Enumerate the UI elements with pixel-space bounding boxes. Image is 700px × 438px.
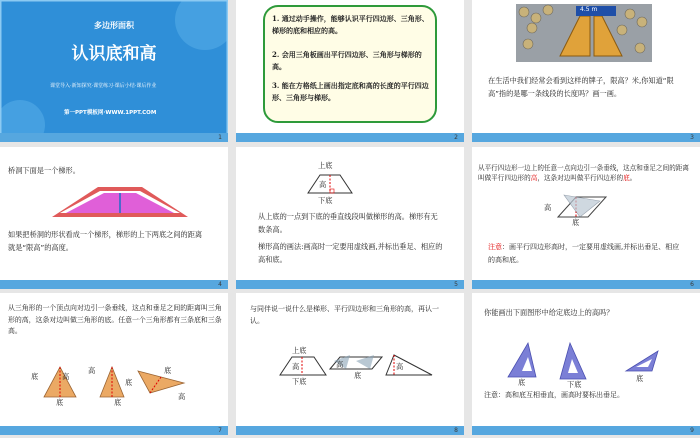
slide-number: 4	[218, 281, 222, 288]
para-label-height: 高	[336, 360, 344, 369]
def-part-e: 。	[629, 174, 637, 182]
tri2-label-base: 底	[125, 378, 133, 387]
ruler3-label-base: 底	[636, 374, 644, 383]
slide-7-thumbnail[interactable]	[0, 293, 228, 435]
sign-label: 4.5 m	[580, 6, 598, 13]
tri2-label-height: 高	[88, 366, 96, 375]
slide-number: 5	[454, 281, 458, 288]
objective-item-2: 2. 会用三角板画出平行四边形、三角形与梯形的高。	[272, 50, 422, 71]
slide-number: 3	[690, 134, 694, 141]
slide-8-text: 与同伴说一说什么是梯形、平行四边形和三角形的高，再认一认。	[250, 305, 439, 325]
slide-5-thumbnail[interactable]	[236, 147, 464, 289]
objective-item-3: 3. 能在方格纸上画出指定底和高的长度的平行四边形、三角形与梯形。	[272, 81, 429, 102]
note-label: 注意	[488, 243, 502, 251]
slide-4-thumbnail[interactable]	[0, 147, 228, 289]
height-limit-photo	[472, 0, 700, 142]
def-part-a: 从平行四边形一边上的任意一点向边引一条垂线，这点和垂足之间的距离叫做平行四边形的	[478, 164, 689, 182]
label-top-base: 上底	[318, 161, 333, 170]
trap-label-top: 上底	[292, 346, 307, 355]
tri3-label-height: 高	[178, 392, 186, 401]
tri1-label-base: 底	[31, 372, 39, 381]
tri1-label-height: 高	[62, 372, 70, 381]
para-label-base: 底	[354, 371, 362, 380]
slide-number: 6	[690, 281, 694, 288]
slide-4-text-1: 桥洞下面是一个梯形。	[8, 166, 80, 175]
triangle-heights-figure	[0, 293, 228, 435]
slide-footer	[0, 426, 228, 435]
trapezoid-figure	[0, 147, 228, 289]
slide-footer	[236, 133, 464, 142]
slide-number: 8	[454, 427, 458, 434]
slide-8-thumbnail[interactable]	[236, 293, 464, 435]
def-part-height: 高	[530, 174, 538, 182]
slide-footer	[0, 280, 228, 289]
question-text: 在生活中我们经常会看到这样的牌子，限高？米,你知道“限高”指的是哪一条线段的长度吗？画一画。	[488, 76, 674, 98]
slide-7-text: 从三角形的一个顶点向对边引一条垂线，这点和垂足之间的距离叫三角形的高，这条对边叫做三角形的底。任意一个三角形都有三条底和三条高。	[8, 304, 222, 335]
slide-4-text-2: 如果把桥洞的形状看成一个梯形，梯形的上下两底之间的距离就是“限高”的高度。	[8, 230, 203, 252]
slide-number: 1	[218, 134, 222, 141]
title-menu: 课堂导入·新知探究·课堂练习·课后小结·课后作业	[50, 83, 157, 89]
slide-5-text-2: 梯形高的画法:画高时一定要用虚线画,并标出垂足、相应的高和底。	[258, 242, 443, 264]
objective-item-1: 1. 通过动手操作，能够认识平行四边形、三角形、梯形的底和相应的高。	[272, 14, 429, 35]
title-subtitle: 多边形面积	[94, 21, 134, 30]
slide-footer	[236, 426, 464, 435]
trap-label-height: 高	[292, 362, 300, 371]
slide-1-thumbnail[interactable]	[0, 0, 228, 142]
slide-9-thumbnail[interactable]	[472, 293, 700, 435]
slide-2-thumbnail[interactable]	[236, 0, 464, 142]
slide-5-text-1: 从上底的一点到下底的垂直线段叫做梯形的高。梯形有无数条高。	[258, 212, 438, 234]
slide-number: 7	[218, 427, 222, 434]
ruler1-label-base: 底	[518, 378, 526, 387]
shapes-recognition-figure	[236, 293, 464, 435]
label-height: 高	[319, 180, 327, 189]
slide-3-thumbnail[interactable]	[472, 0, 700, 142]
slide-footer	[236, 280, 464, 289]
tri2-label-base-bottom: 底	[114, 398, 122, 407]
slide-9-text: 你能画出下面图形中给定底边上的高吗？	[484, 308, 614, 317]
label-height: 高	[544, 203, 552, 212]
tri3-label-base: 底	[164, 366, 172, 375]
ruler2-label-bottom: 下底	[567, 380, 582, 389]
label-base: 底	[572, 218, 580, 227]
slide-number: 2	[454, 134, 458, 141]
def-part-c: ，这条对边叫做平行四边形的	[537, 174, 624, 182]
parallelogram-figure	[472, 147, 700, 289]
trap-label-bottom: 下底	[292, 377, 307, 386]
slide-9-note: 注意：高和底互相垂直，画高时要标出垂足。	[484, 391, 624, 399]
tri-label-height: 高	[396, 362, 404, 371]
slide-6-note	[488, 241, 686, 267]
def-part-base: 底	[623, 174, 630, 182]
slide-6-thumbnail[interactable]	[472, 147, 700, 289]
slide-footer	[472, 280, 700, 289]
slide-footer	[472, 426, 700, 435]
title-main: 认识底和高	[71, 44, 157, 64]
tri1-label-base-bottom: 底	[56, 398, 64, 407]
label-bottom-base: 下底	[318, 196, 333, 205]
slide-footer	[472, 133, 700, 142]
triangle-rulers-figure	[472, 293, 700, 435]
title-brand: 第一PPT模板网·WWW.1PPT.COM	[64, 110, 157, 116]
slide-number: 9	[690, 427, 694, 434]
slide-footer	[0, 133, 228, 142]
note-text: ：画平行四边形高时，一定要用虚线画,并标出垂足、相应的高和底。	[488, 243, 680, 264]
